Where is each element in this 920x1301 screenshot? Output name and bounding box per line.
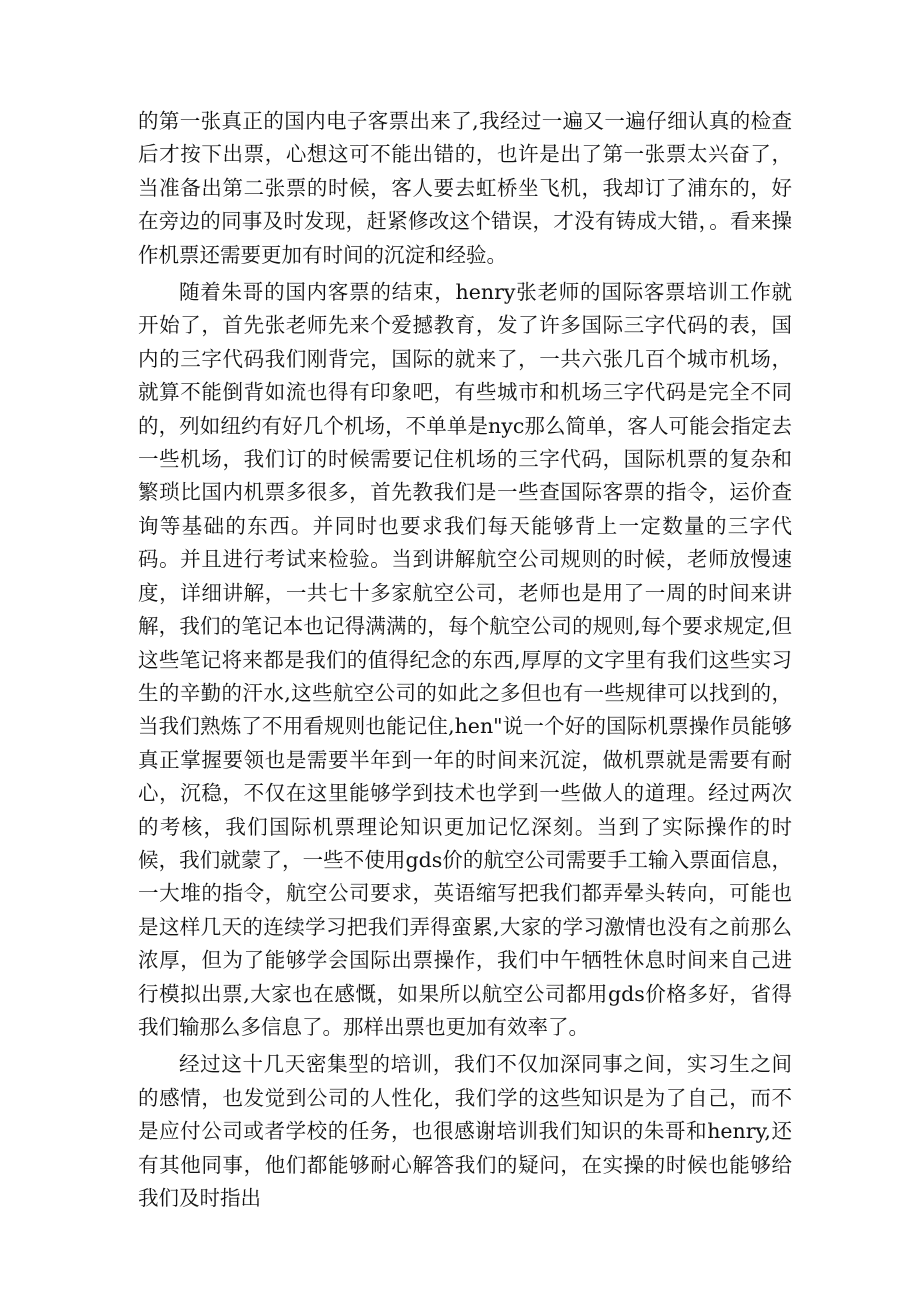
- paragraph-2: 随着朱哥的国内客票的结束，henry张老师的国际客票培训工作就开始了，首先张老师先来个爱撼教育，发了许多国际三字代码的表，国内的三字代码我们刚背完，国际的就来了，一共六张几百个城市机场，就算不能倒背如流也得有印象吧，有些城市和机场三字代码是完全不同的，列如纽约有好几个机场，不单单是nyc那么简单，客人可能会指定去一些机场，我们订的时候需要记住机场的三字代码，国际机票的复杂和繁琐比国内机票多很多，首先教我们是一些查国际客票的指令，运价查询等基础的东西。并同时也要求我们每天能够背上一定数量的三字代码。并且进行考试来检验。当到讲解航空公司规则的时候，老师放慢速度，详细讲解，一共七十多家航空公司，老师也是用了一周的时间来讲解，我们的笔记本也记得满满的，每个航空公司的规则,每个要求规定,但这些笔记将来都是我们的值得纪念的东西,厚厚的文字里有我们这些实习生的辛勤的汗水,这些航空公司的如此之多但也有一些规律可以找到的，当我们熟炼了不用看规则也能记住,hen"说一个好的国际机票操作员能够真正掌握要领也是需要半年到一年的时间来沉淀，做机票就是需要有耐心，沉稳，不仅在这里能够学到技术也学到一些做人的道理。经过两次的考核，我们国际机票理论知识更加记忆深刻。当到了实际操作的时候，我们就蒙了，一些不使用gds价的航空公司需要手工输入票面信息，一大堆的指令，航空公司要求，英语缩写把我们都弄晕头转向，可能也是这样几天的连续学习把我们弄得蛮累,大家的学习激情也没有之前那么浓厚，但为了能够学会国际出票操作，我们中午牺牲休息时间来自己进行模拟出票,大家也在感慨，如果所以航空公司都用gds价格多好，省得我们输那么多信息了。那样出票也更加有效率了。: [138, 280, 792, 1039]
- paragraph-3: 经过这十几天密集型的培训，我们不仅加深同事之间，实习生之间的感情，也发觉到公司的人性化，我们学的这些知识是为了自己，而不是应付公司或者学校的任务，也很感谢培训我们知识的朱哥和henry,还有其他同事，他们都能够耐心解答我们的疑问，在实操的时候也能够给我们及时指出: [138, 1052, 792, 1210]
- paragraph-1: 的第一张真正的国内电子客票出来了,我经过一遍又一遍仔细认真的检查后才按下出票，心想这可不能出错的，也许是出了第一张票太兴奋了，当准备出第二张票的时候，客人要去虹桥坐飞机，我却订了浦东的，好在旁边的同事及时发现，赶紧修改这个错误，才没有铸成大错，。看来操作机票还需要更加有时间的沉淀和经验。: [138, 109, 792, 267]
- document-body: [138, 105, 792, 1219]
